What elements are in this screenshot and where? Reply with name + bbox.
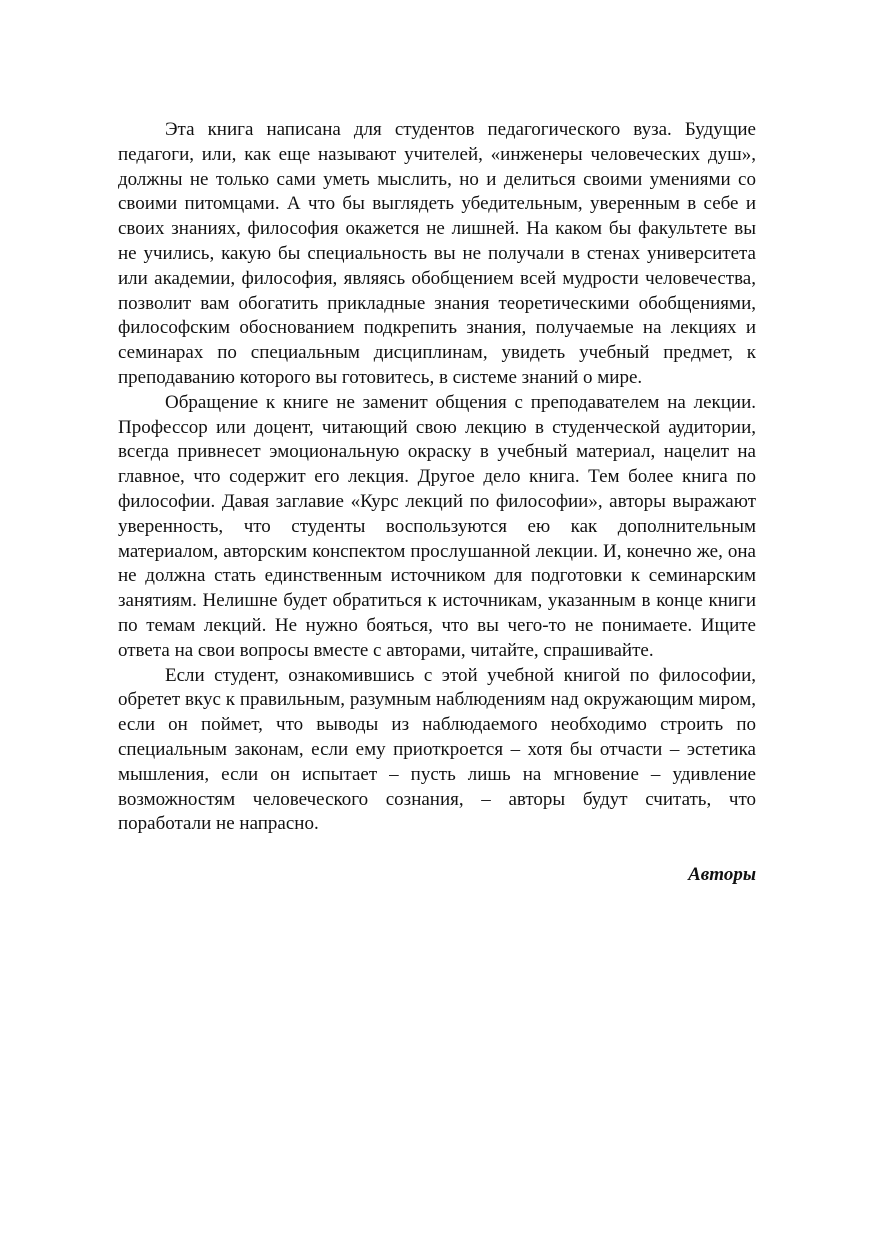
authors-signature: Авторы [688,864,756,886]
document-page [118,118,756,888]
paragraph-intro: Эта книга написана для студентов педагогического вуза. Будущие педагоги, или, как еще называют учителей, «инженеры человеческих душ», должны не только сами уметь мыслить, но и делиться своими умениями со своими питомцами. А что бы выглядеть убедительным, уверенным в себе и своих знаниях, философия окажется не лишней. На каком бы факультете вы не учились, какую бы специальность вы не получали в стенах университета или академии, философия, являясь обобщением всей мудрости человечества, позволит вам обогатить прикладные знания теоретическими обобщениями, философским обоснованием подкрепить знания, получаемые на лекциях и семинарах по специальным дисциплинам, увидеть учебный предмет, к преподаванию которого вы готовитесь, в системе знаний о мире. [118,119,756,388]
paragraph-conclusion: Если студент, ознакомившись с этой учебной книгой по философии, обретет вкус к правильным, разумным наблюдениям над окружающим миром, если он поймет, что выводы из наблюдаемого необходимо строить по специальным законам, если ему приоткроется – хотя бы отчасти – эстетика мышления, если он испытает – пусть лишь на мгновение – удивление возможностям человеческого сознания, – авторы будут считать, что поработали не напрасно. [118,664,756,835]
paragraph-lectures: Обращение к книге не заменит общения с преподавателем на лекции. Профессор или доцент, читающий свою лекцию в студенческой аудитории, всегда привнесет эмоциональную окраску в учебный материал, нацелит на главное, что содержит его лекция. Другое дело книга. Тем более книга по философии. Давая заглавие «Курс лекций по философии», авторы выражают уверенность, что студенты воспользуются ею как дополнительным материалом, авторским конспектом прослушанной лекции. И, конечно же, она не должна стать единственным источником для подготовки к семинарским занятиям. Нелишне будет обратиться к источникам, указанным в конце книги по темам лекций. Не нужно бояться, что вы чего-то не понимаете. Ищите ответа на свои вопросы вместе с авторами, читайте, спрашивайте. [118,391,756,661]
